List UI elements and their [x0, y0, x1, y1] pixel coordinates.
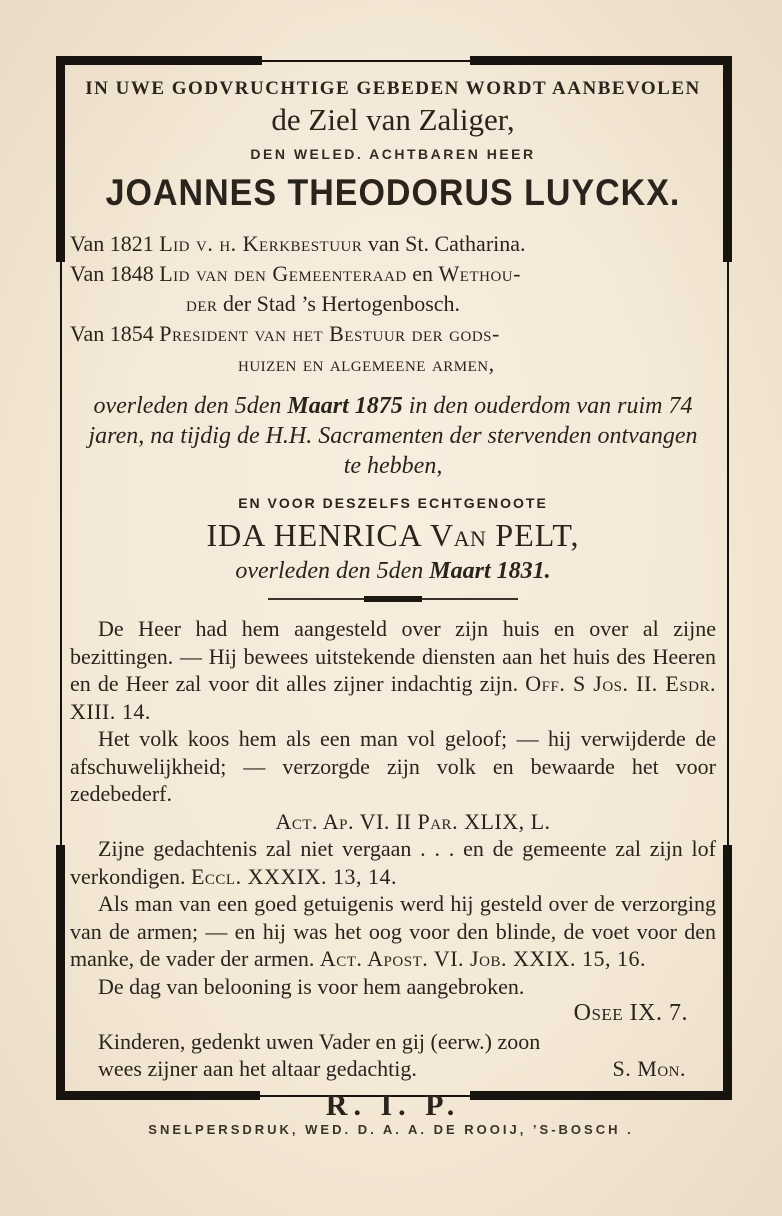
- honors-list: [70, 229, 716, 379]
- frame-left-middle-segment: [60, 262, 62, 845]
- honor-line-1854: Van 1854 President van het Bestuur der gods-: [70, 321, 500, 346]
- paragraph-2: Het volk koos hem als een man vol geloof; — hij verwijderde de afschuwelijkheid; — verzorgde zijn volk en bewaarde het voor zedebederf.: [70, 726, 716, 806]
- scripture-ref-osee: Osee IX. 7.: [573, 1000, 688, 1026]
- spouse-name: IDA HENRICA Van PELT,: [206, 517, 580, 553]
- frame-left-top-segment: [56, 56, 65, 262]
- soul-line: de Ziel van Zaliger,: [271, 102, 515, 137]
- deceased-name: JOANNES THEODORUS LUYCKX.: [105, 172, 681, 214]
- scripture-ref-acts: Act. Ap. VI. II Par. XLIX, L.: [275, 808, 551, 834]
- frame-top-right-segment: [470, 56, 732, 65]
- spouse-death-line: overleden den 5den Maart 1831.: [235, 558, 551, 584]
- paragraph-4: Als man van een goed getuigenis werd hij gesteld over de verzorging van de armen; — en hij was het oog voor den blinde, de voet voor den manke, de vader der armen. Act. Apost. VI. Job. XXIX. 15, 16.: [70, 891, 716, 971]
- frame-top-middle-segment: [262, 60, 470, 62]
- card-content: [70, 66, 716, 1122]
- honorific-line: DEN WELED. ACHTBAREN HEER: [250, 146, 536, 162]
- frame-top-left-segment: [56, 56, 262, 65]
- frame-left-bottom-segment: [56, 845, 65, 1100]
- section-divider: [268, 595, 518, 603]
- honor-line-1854-cont: huizen en algemeene armen,: [238, 351, 495, 376]
- paragraph-3: Zijne gedachtenis zal niet vergaan . . . en de gemeente zal zijn lof verkondigen. Eccl. XXXIX. 13, 14.: [70, 836, 716, 889]
- frame-right-middle-segment: [727, 262, 729, 845]
- paragraph-6-signature: S. Mon.: [612, 1056, 686, 1081]
- honor-line-1848-cont: der der Stad ’s Hertogenbosch.: [186, 291, 461, 316]
- paragraph-6-line2: [70, 1055, 716, 1083]
- printer-imprint: SNELPERSDRUK, WED. D. A. A. DE ROOIJ, ’S-BOSCH .: [148, 1122, 634, 1137]
- paragraph-6-line1: Kinderen, gedenkt uwen Vader en gij (eerw.) zoon: [98, 1028, 541, 1054]
- frame-right-top-segment: [723, 56, 732, 262]
- honor-line-1848: Van 1848 Lid van den Gemeenteraad en Wethou-: [70, 261, 521, 286]
- frame-right-bottom-segment: [723, 845, 732, 1100]
- divider-center-block: [364, 596, 422, 602]
- intro-line: IN UWE GODVRUCHTIGE GEBEDEN WORDT AANBEVOLEN: [85, 78, 701, 99]
- honor-line-1821: Van 1821 Lid v. h. Kerkbestuur van St. Catharina.: [70, 231, 526, 256]
- paragraph-6-line2-text: wees zijner aan het altaar gedachtig.: [98, 1056, 417, 1081]
- rip-line: R. I. P.: [325, 1088, 461, 1122]
- paragraph-5: De dag van belooning is voor hem aangebroken.: [98, 973, 525, 999]
- death-notice: overleden den 5den Maart 1875 in den ouderdom van ruim 74 jaren, na tijdig de H.H. Sacramenten der stervenden ontvangen te hebben,: [88, 393, 698, 479]
- memorial-body: [70, 615, 716, 1083]
- spouse-intro-line: EN VOOR DESZELFS ECHTGENOOTE: [238, 495, 548, 511]
- paragraph-1: De Heer had hem aangesteld over zijn huis en over al zijne bezittingen. — Hij bewees uitstekende diensten aan het huis des Heeren en de Heer zal voor dit alles zijner indachtig zijn. Off. S Jos. II. Esdr. XIII. 14.: [70, 616, 716, 724]
